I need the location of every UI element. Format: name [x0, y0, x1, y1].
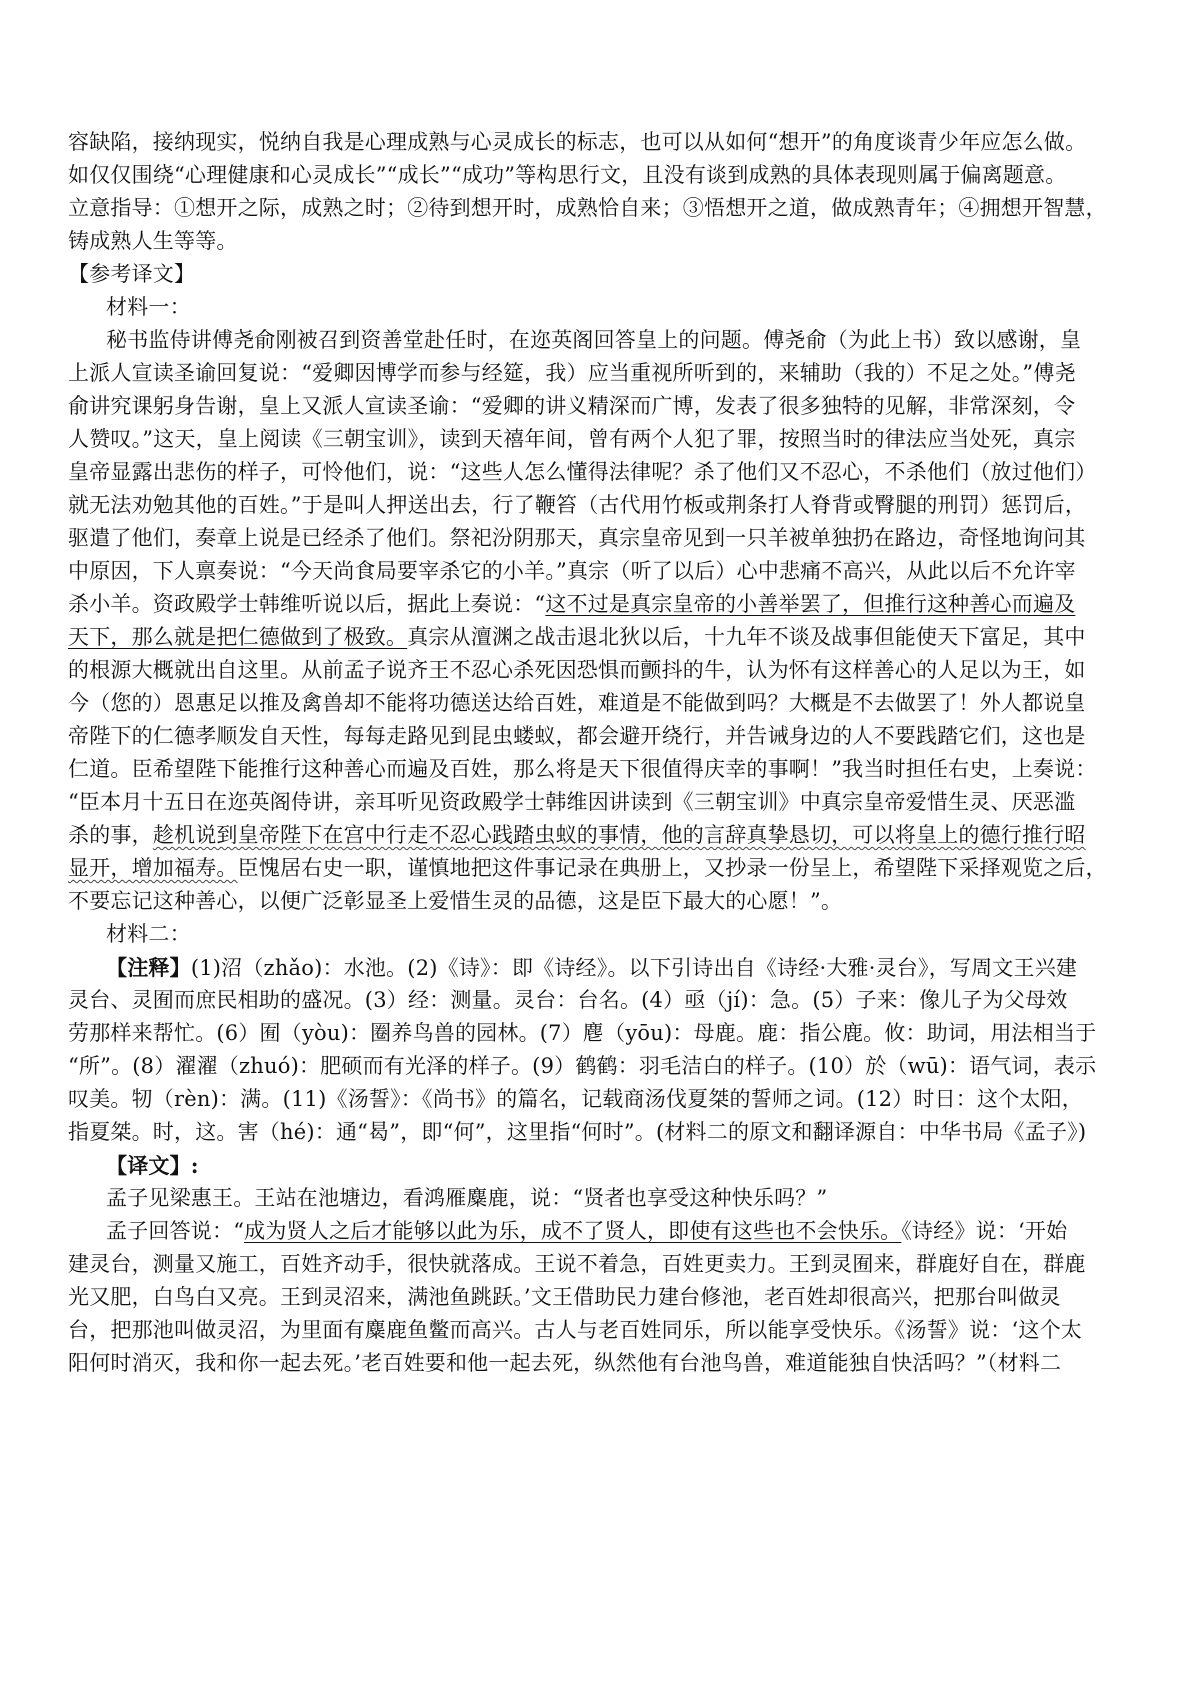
- text-segment: 阳何时消灭，我和你一起去死。’老百姓要和他一起去死，纵然他有台池鸟兽，难道能独自快活吗？”（材料二: [68, 1351, 1062, 1375]
- text-segment: 材料二：: [106, 922, 191, 946]
- text-segment: 台，把那池叫做灵沼，为里面有麋鹿鱼鳖而高兴。古人与老百姓同乐，所以能享受快乐。《汤誓》说：‘这个太: [68, 1318, 1082, 1342]
- text-segment: 驱遣了他们，奏章上说是已经杀了他们。祭祀汾阴那天，真宗皇帝见到一只羊被单独扔在路边，奇怪地询问其: [68, 526, 1086, 550]
- text-line: [68, 456, 1128, 489]
- text-segment: 叹美。牣（rèn)：满。(11)《汤誓》：《尚书》的篇名，记载商汤伐夏桀的誓师之词。(12）时日：这个太阳，: [68, 1087, 1084, 1111]
- text-segment: “臣本月十五日在迩英阁侍讲，亲耳听见资政殿学士韩维因讲读到《三朝宝训》中真宗皇帝爱惜生灵、厌恶滥: [68, 790, 1076, 814]
- text-line: [68, 1116, 1128, 1149]
- text-line: [68, 126, 1128, 159]
- text-segment: 不要忘记这种善心，以便广泛彰显圣上爱惜生灵的品德，这是臣下最大的心愿！”。: [68, 889, 843, 913]
- text-line: [68, 687, 1128, 720]
- text-line: [68, 357, 1128, 390]
- text-line: [68, 984, 1128, 1017]
- text-line: [68, 951, 1128, 984]
- text-line: [68, 225, 1128, 258]
- document-page: [68, 126, 1128, 1380]
- text-line: [68, 654, 1128, 687]
- text-line: [68, 1347, 1128, 1380]
- text-segment: 容缺陷，接纳现实，悦纳自我是心理成熟与心灵成长的标志，也可以从如何“想开”的角度谈青少年应怎么做。: [68, 130, 1087, 154]
- text-segment: 中原因，下人禀奏说：“今天尚食局要宰杀它的小羊。”真宗（听了以后）心中悲痛不高兴，从此以后不允许宰: [68, 559, 1076, 583]
- text-segment: 铸成熟人生等等。: [68, 229, 238, 253]
- underlined-text: 这不过是真宗皇帝的小善举罢了，但推行这种善心而遍及: [545, 592, 1076, 616]
- text-segment: 建灵台，测量又施工，百姓齐动手，很快就落成。王说不着急，百姓更卖力。王到灵囿来，群鹿好自在，群鹿: [68, 1252, 1086, 1276]
- text-line: [68, 1149, 1128, 1182]
- text-line: [68, 522, 1128, 555]
- text-line: [68, 324, 1128, 357]
- text-line: [68, 1314, 1128, 1347]
- text-segment: 材料一：: [106, 295, 191, 319]
- text-segment: 俞讲究课躬身告谢，皇上又派人宣读圣谕：“爱卿的讲义精深而广博，发表了很多独特的见解，非常深刻，令: [68, 394, 1076, 418]
- text-segment: 仁道。臣希望陛下能推行这种善心而遍及百姓，那么将是天下很值得庆幸的事啊！”我当时担任右史，上奏说：: [68, 757, 1097, 781]
- text-line: [68, 819, 1128, 852]
- text-segment: (1)沼（zhǎo)：水池。(2)《诗》：即《诗经》。以下引诗出自《诗经·大雅·灵台》，写周文王兴建: [190, 956, 1078, 980]
- text-segment: 上派人宣读圣谕回复说：“爱卿因博学而参与经筵，我）应当重视所听到的，来辅助（我的）不足之处。”傅尧: [68, 361, 1076, 385]
- text-line: [68, 291, 1128, 324]
- text-segment: 光又肥，白鸟白又亮。王到灵沼来，满池鱼跳跃。’文王借助民力建台修池，老百姓却很高兴，把那台叫做灵: [68, 1285, 1061, 1309]
- text-line: [68, 1215, 1128, 1248]
- text-segment: 的根源大概就出自这里。从前孟子说齐王不忍心杀死因恐惧而颤抖的牛，认为怀有这样善心的人足以为王，如: [68, 658, 1086, 682]
- text-segment: 灵台、灵囿而庶民相助的盛况。(3）经：测量。灵台：台名。(4）亟（jí)：急。(5）子来：像儿子为父母效: [68, 988, 1068, 1012]
- wavy-underlined-text: 显开，增加福寿。: [68, 856, 238, 880]
- text-line: [68, 1281, 1128, 1314]
- text-segment: 杀的事，: [68, 823, 153, 847]
- text-segment: 皇帝显露出悲伤的样子，可怜他们，说：“这些人怎么懂得法律呢？杀了他们又不忍心，不杀他们（放过他们）: [68, 460, 1097, 484]
- text-line: [68, 1182, 1128, 1215]
- text-segment: 臣愧居右史一职，谨慎地把这件事记录在典册上，又抄录一份呈上，希望陛下采择观览之后，: [237, 856, 1107, 880]
- text-line: [68, 852, 1128, 885]
- text-line: [68, 918, 1128, 951]
- text-segment: 秘书监侍讲傅尧俞刚被召到资善堂赴任时，在迩英阁回答皇上的问题。傅尧俞（为此上书）致以感谢，皇: [106, 328, 1082, 352]
- text-line: [68, 159, 1128, 192]
- text-segment: 人赞叹。”这天，皇上阅读《三朝宝训》，读到天禧年间，曾有两个人犯了罪，按照当时的律法应当处死，真宗: [68, 427, 1076, 451]
- text-segment: 立意指导：①想开之际，成熟之时；②待到想开时，成熟恰自来；③悟想开之道，做成熟青年；④拥想开智慧，: [68, 196, 1107, 220]
- section-heading: 【译文】:: [106, 1153, 199, 1178]
- text-line: [68, 753, 1128, 786]
- text-line: [68, 588, 1128, 621]
- text-segment: 劳那样来帮忙。(6）囿（yòu)：圈养鸟兽的园林。(7）麀（yōu)：母鹿。鹿：指公鹿。攸：助词，用法相当于: [68, 1021, 1097, 1045]
- text-segment: 【参考译文】: [68, 262, 196, 286]
- text-line: [68, 720, 1128, 753]
- text-line: [68, 1083, 1128, 1116]
- text-line: [68, 1050, 1128, 1083]
- text-line: [68, 489, 1128, 522]
- text-line: [68, 786, 1128, 819]
- text-line: [68, 621, 1128, 654]
- text-segment: 《诗经》说：‘开始: [901, 1219, 1068, 1243]
- text-segment: 孟子回答说：“: [106, 1219, 245, 1243]
- wavy-underlined-text: 趁机说到皇帝陛下在宫中行走不忍心践踏虫蚁的事情，他的言辞真挚恳切，可以将皇上的德行推行昭: [152, 823, 1086, 847]
- text-line: [68, 192, 1128, 225]
- text-segment: 今（您的）恩惠足以推及禽兽却不能将功德送达给百姓，难道是不能做到吗？大概是不去做罢了！外人都说皇: [68, 691, 1086, 715]
- text-segment: 杀小羊。资政殿学士韩维听说以后，据此上奏说：“: [68, 592, 546, 616]
- section-heading: 【注释】: [106, 955, 191, 980]
- text-segment: 孟子见梁惠王。王站在池塘边，看鸿雁麋鹿，说：“贤者也享受这种快乐吗？”: [106, 1186, 828, 1210]
- underlined-text: 成为贤人之后才能够以此为乐，成不了贤人，即使有这些也不会快乐。: [244, 1219, 902, 1243]
- text-segment: 真宗从澶渊之战击退北狄以后，十九年不谈及战事但能使天下富足，其中: [407, 625, 1086, 649]
- text-line: [68, 1248, 1128, 1281]
- text-line: [68, 258, 1128, 291]
- text-segment: 帝陛下的仁德孝顺发自天性，每每走路见到昆虫蝼蚁，都会避开绕行，并告诫身边的人不要践踏它们，这也是: [68, 724, 1086, 748]
- text-line: [68, 1017, 1128, 1050]
- text-line: [68, 390, 1128, 423]
- underlined-text: 天下，那么就是把仁德做到了极致。: [68, 625, 408, 649]
- text-line: [68, 885, 1128, 918]
- text-segment: 指夏桀。时，这。害（hé)：通“曷”，即“何”，这里指“何时”。(材料二的原文和翻译源自：中华书局《孟子》): [68, 1120, 1087, 1144]
- text-segment: 就无法劝勉其他的百姓。”于是叫人押送出去，行了鞭笞（古代用竹板或荆条打人脊背或臀腿的刑罚）惩罚后，: [68, 493, 1087, 517]
- text-line: [68, 555, 1128, 588]
- text-segment: “所”。(8）濯濯（zhuó)：肥硕而有光泽的样子。(9）鹤鹤：羽毛洁白的样子。(10）於（wū)：语气词，表示: [68, 1054, 1097, 1078]
- text-line: [68, 423, 1128, 456]
- text-segment: 如仅仅围绕“心理健康和心灵成长”“成长”“成功”等构思行文，且没有谈到成熟的具体表现则属于偏离题意。: [68, 163, 1067, 187]
